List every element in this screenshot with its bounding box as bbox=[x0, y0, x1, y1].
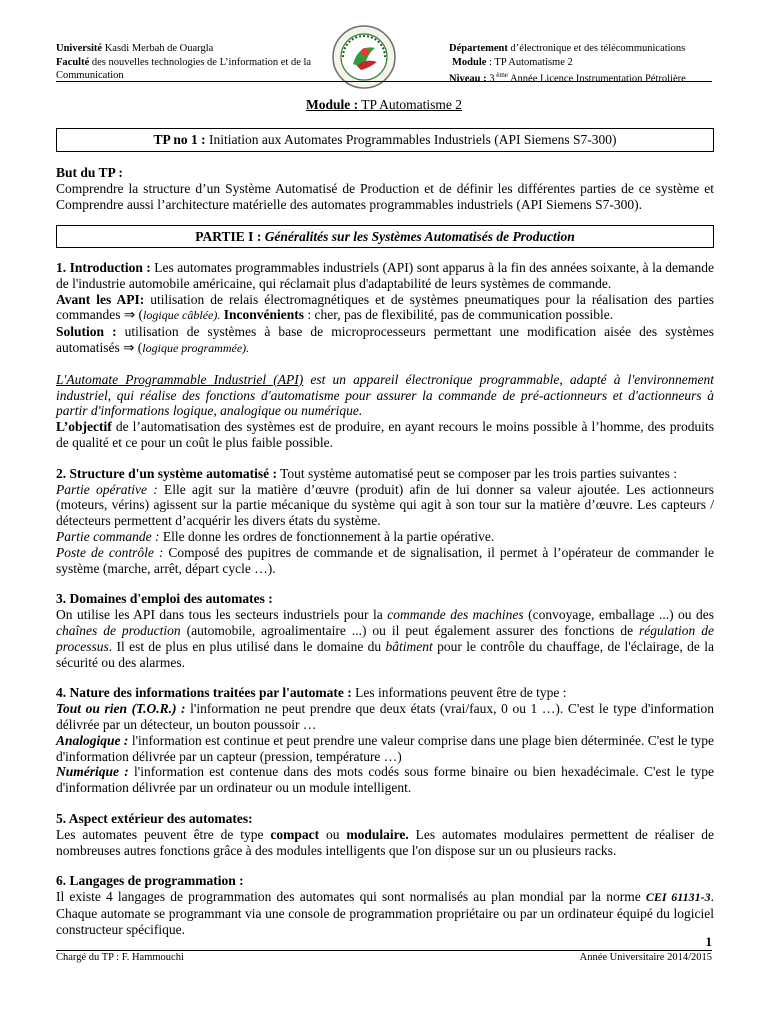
footer-instructor: Chargé du TP : F. Hammouchi bbox=[56, 952, 184, 963]
solution-text: utilisation de systèmes à base de microprocesseurs permettant une modification aisée des systèmes automatisés ⇒ ( bbox=[56, 324, 714, 355]
header-left bbox=[56, 42, 341, 83]
faculty-name: des nouvelles technologies de L’information et de la Communication bbox=[56, 56, 312, 81]
domains-italic-1: commande des machines bbox=[387, 607, 524, 623]
footer-divider bbox=[56, 950, 712, 951]
tp-title-box bbox=[56, 128, 714, 152]
aspect-text-1: Les automates peuvent être de type bbox=[56, 826, 271, 842]
objective-paragraph-text: de l’automatisation des systèmes est de produire, en ayant recours le moins possible à l’homme, des produits de qualité et ce pour un coût le plus faible possible. bbox=[56, 419, 714, 450]
objective-paragraph bbox=[56, 419, 714, 451]
tp-title: Initiation aux Automates Programmables Industriels (API Siemens S7-300) bbox=[205, 132, 617, 147]
objective-label: L’objectif bbox=[56, 419, 112, 435]
university-name: Kasdi Merbah de Ouargla bbox=[102, 43, 214, 54]
part-title-box bbox=[56, 225, 714, 248]
department-line bbox=[449, 42, 729, 56]
analog-item bbox=[56, 733, 714, 765]
command-part bbox=[56, 529, 714, 545]
department-label: Département bbox=[449, 43, 508, 54]
faculty-line bbox=[56, 56, 341, 83]
numeric-item bbox=[56, 764, 714, 796]
section-5-heading: 5. Aspect extérieur des automates: bbox=[56, 810, 253, 826]
module-name: : TP Automatisme 2 bbox=[486, 56, 573, 68]
control-station-label: Poste de contrôle : bbox=[56, 544, 164, 560]
section-2-heading: 2. Structure d'un système automatisé : bbox=[56, 465, 277, 481]
solution-paragraph bbox=[56, 324, 714, 357]
languages-text-2: . Chaque automate se programmant via une console de programmation propriétaire ou par un ordinateur équipé du logiciel constructeur spécifique. bbox=[56, 889, 715, 937]
aspect-text-2: ou bbox=[319, 826, 347, 842]
before-api-label: Avant les API: bbox=[56, 291, 145, 307]
drawbacks-text: : cher, pas de flexibilité, pas de communication possible. bbox=[304, 307, 614, 323]
faculty-label: Faculté bbox=[56, 56, 90, 68]
api-definition bbox=[56, 372, 714, 419]
drawbacks-label: Inconvénients bbox=[220, 307, 304, 323]
domains-italic-2: chaînes de production bbox=[56, 622, 181, 638]
operative-part-label: Partie opérative : bbox=[56, 481, 158, 497]
tor-label: Tout ou rien (T.O.R.) : bbox=[56, 701, 186, 717]
control-station bbox=[56, 545, 714, 577]
wired-logic: logique câblée). bbox=[143, 308, 221, 323]
intro-paragraph bbox=[56, 260, 714, 292]
analog-label: Analogique : bbox=[56, 732, 129, 748]
section-1-text: Les automates programmables industriels (API) sont apparus à la fin des années soixante, à la demande de l'industrie automobile américaine, qui réclamait plus d'adaptabilité de leurs systèmes de commande. bbox=[56, 260, 714, 291]
numeric-label: Numérique : bbox=[56, 764, 129, 780]
aspect-text-3: Les automates modulaires permettent de réaliser de nombreuses autres fonctions grâce à des modules intelligents que l'on dispose sur un ou plusieurs racks. bbox=[56, 826, 715, 858]
footer-year: Année Universitaire 2014/2015 bbox=[579, 952, 712, 963]
department-name: d’électronique et des télécommunications bbox=[507, 43, 686, 54]
university-label: Université bbox=[56, 43, 103, 54]
structure-paragraph bbox=[56, 466, 714, 482]
analog-text: l'information est continue et peut prendre une valeur comprise dans une plage bien déterminée. C'est le type d'information délivrée par un capteur (pression, température …) bbox=[56, 732, 715, 764]
numeric-text: l'information est contenue dans des mots codés sous forme binaire ou bien hexadécimale. C'est le type d'information délivrée par un ordinateur ou un module intelligent. bbox=[56, 764, 715, 796]
level-text: Année Licence Instrumentation Pétrolière bbox=[507, 73, 686, 85]
module-title-value: TP Automatisme 2 bbox=[358, 97, 462, 112]
section-4-heading: 4. Nature des informations traitées par l'automate : bbox=[56, 685, 352, 701]
section-4-intro: Les informations peuvent être de type : bbox=[351, 685, 567, 701]
control-station-text: Composé des pupitres de commande et de signalisation, il permet à l’opérateur de commander le système (marche, arrêt, départ cycle …). bbox=[56, 544, 714, 576]
level-line bbox=[449, 69, 729, 86]
section-2-intro: Tout système automatisé peut se composer par les trois parties suivantes : bbox=[276, 465, 677, 481]
level-superscript: ème bbox=[494, 71, 508, 79]
tor-item bbox=[56, 701, 714, 733]
before-api-paragraph bbox=[56, 292, 714, 325]
info-nature-paragraph bbox=[56, 685, 714, 701]
section-1-heading: 1. Introduction : bbox=[56, 260, 151, 275]
module-label: Module bbox=[452, 56, 487, 68]
section-3-heading: 3. Domaines d'emploi des automates : bbox=[56, 591, 273, 607]
languages-paragraph bbox=[56, 889, 714, 937]
aspect-paragraph bbox=[56, 827, 714, 859]
module-title-label: Module : bbox=[305, 97, 359, 112]
part-label: PARTIE I : bbox=[195, 229, 262, 244]
header-right bbox=[449, 42, 729, 86]
domains-italic-4: bâtiment bbox=[385, 638, 433, 654]
domains-text-2: (convoyage, emballage ...) ou des bbox=[523, 607, 715, 623]
part-title: Généralités sur les Systèmes Automatisés de Production bbox=[261, 229, 575, 244]
level-label: Niveau : bbox=[449, 73, 487, 85]
tor-text: l'information ne peut prendre que deux états (vrai/faux, 0 ou 1 …). C'est le type d'information délivrée par un détecteur, un bouton poussoir … bbox=[56, 701, 714, 732]
domains-italic-3: régulation de processus bbox=[56, 622, 714, 654]
domains-text-4: . Il est de plus en plus utilisé dans le domaine du bbox=[108, 638, 386, 654]
command-part-label: Partie commande : bbox=[56, 528, 160, 544]
objective-section bbox=[56, 165, 714, 212]
domains-text-3: (automobile, agroalimentaire ...) ou il peut également assurer des fonctions de bbox=[180, 622, 640, 638]
domains-text-1: On utilise les API dans tous les secteurs industriels pour la bbox=[56, 607, 388, 623]
api-definition-text: est un appareil électronique programmable, adapté à l'environnement industriel, qui réalise des fonctions d'automatisme pour assurer la commande de pré-actionneurs et d'actionneurs à partir d'informations logique, analogique ou numérique. bbox=[56, 371, 714, 419]
standard-name: CEI 61131-3 bbox=[645, 890, 711, 905]
languages-text-1: Il existe 4 langages de programmation des automates qui sont normalisés au plan mondial par la norme bbox=[56, 889, 646, 905]
operative-part bbox=[56, 482, 714, 529]
before-api-text: utilisation de relais électromagnétiques et de systèmes pneumatiques pour la réalisation des parties commandes ⇒ ( bbox=[56, 291, 715, 323]
section-6-heading: 6. Langages de programmation : bbox=[56, 873, 244, 889]
solution-label: Solution : bbox=[56, 324, 117, 340]
operative-part-text: Elle agit sur la matière d’œuvre (produit) afin de lui donner sa valeur ajoutée. Les actionneurs (moteurs, vérins) agissent sur la partie mécanique du système qui agit à son tour sur la matière d’œuvre. Les capteurs / détecteurs permettent d’acquérir les divers états du système. bbox=[56, 481, 714, 529]
aspect-compact: compact bbox=[270, 826, 320, 842]
objective-heading: But du TP : bbox=[56, 165, 123, 180]
api-definition-term: L'Automate Programmable Industriel (API) bbox=[56, 371, 304, 387]
level-number: 3 bbox=[486, 73, 495, 85]
domains-text-5: pour le contrôle du chauffage, de l'éclairage, de la sécurité ou des alarmes. bbox=[56, 638, 714, 670]
objective-text: Comprendre la structure d’un Système Automatisé de Production et de définir les différentes parties de ce système et Comprendre aussi l’architecture matérielle des automates programmables industriels (API Siemens S7-300). bbox=[56, 180, 714, 212]
domains-paragraph bbox=[56, 607, 714, 670]
programmed-logic: logique programmée). bbox=[142, 340, 250, 355]
university-line bbox=[56, 42, 341, 56]
module-line bbox=[452, 56, 729, 70]
command-part-text: Elle donne les ordres de fonctionnement à la partie opérative. bbox=[159, 528, 495, 544]
module-title bbox=[0, 97, 768, 113]
aspect-modular: modulaire. bbox=[346, 826, 409, 842]
header-divider bbox=[56, 81, 712, 82]
tp-label: TP no 1 : bbox=[153, 132, 206, 147]
page-number: 1 bbox=[705, 934, 712, 949]
main-content bbox=[56, 260, 714, 937]
